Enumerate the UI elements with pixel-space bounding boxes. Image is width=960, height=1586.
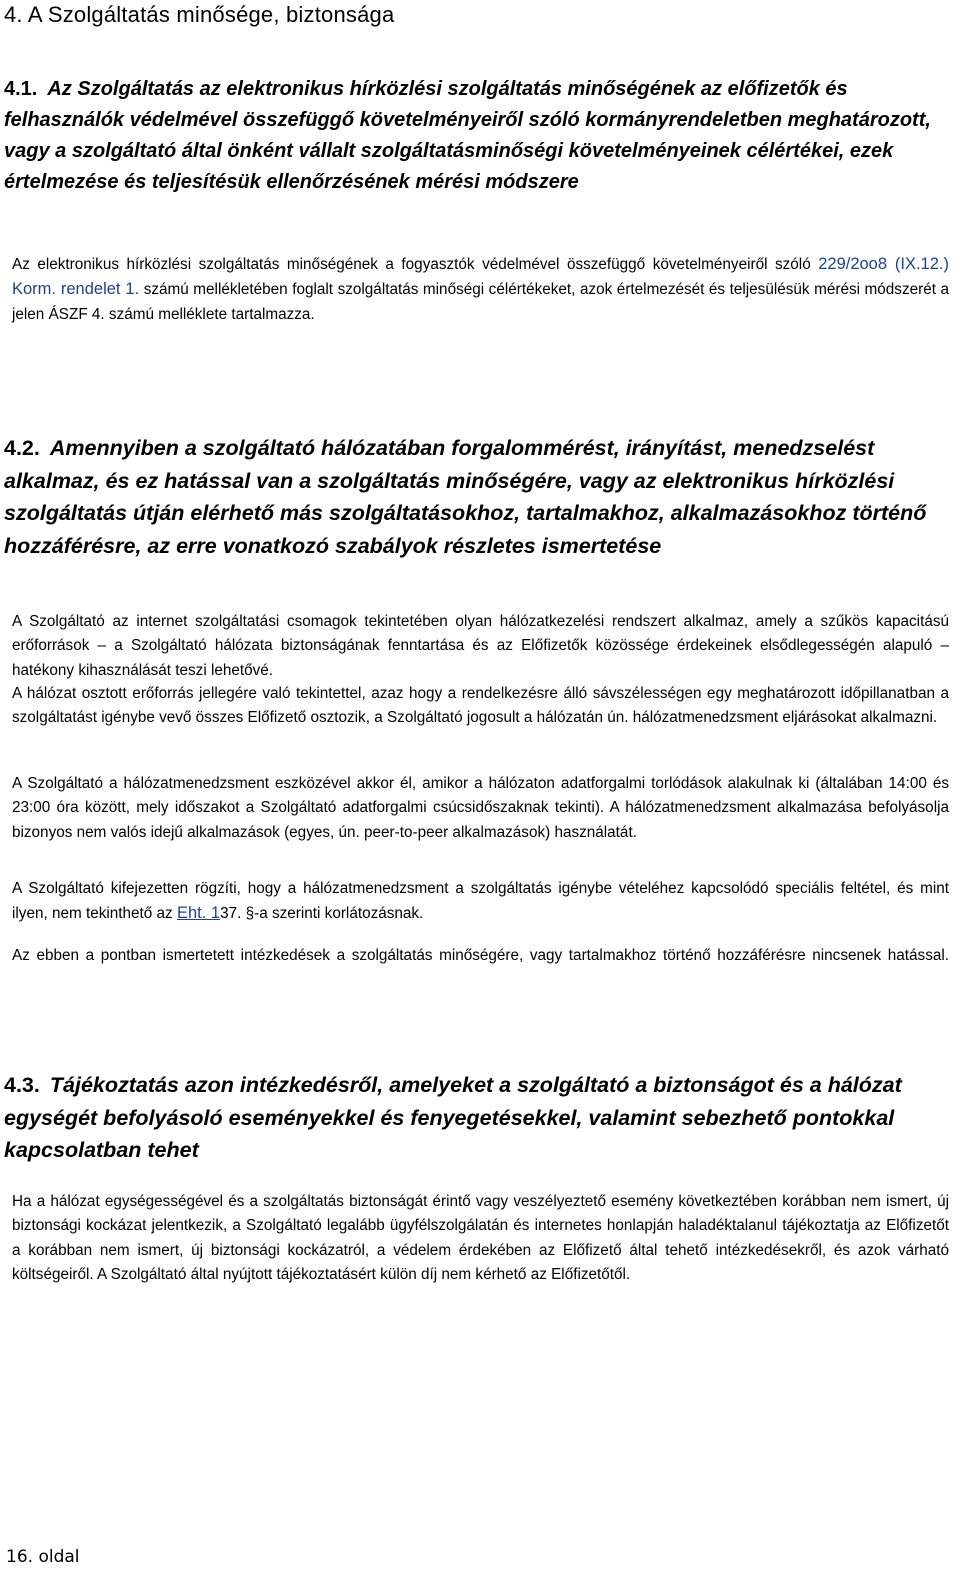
section-4-2-paragraph-3: A Szolgáltató a hálózatmenedzsment eszközével akkor él, amikor a hálózaton adatforgalmi torlódások alakulnak ki (általában 14:00 és 23:00 óra között, mely időszakot a Szolgáltató adatforgalmi csúcsidőszaknak tekinti). A hálózatmenedzsment alkalmazása befolyásolja bizonyos nem valós idejű alkalmazások (egyes, ún. peer-to-peer alkalmazások) használatát. — [12, 775, 949, 841]
section-4-3-heading — [4, 1069, 959, 1167]
section-4-3-paragraph: Ha a hálózat egységességével és a szolgáltatás biztonságát érintő vagy veszélyeztető esemény következtében korábban nem ismert, új biztonsági kockázat jelentkezik, a Szolgáltató legalább ügyfélszolgálatán és internetes honlapján haladéktalanul tájékoztatja az Előfizetőt a korábban nem ismert, új biztonsági kockázatról, a védelem érdekében az Előfizető által tehető intézkedésekről, és azok várható költségeiről. A Szolgáltató által nyújtott tájékoztatásért külön díj nem kérhető az Előfizetőtől. — [12, 1193, 949, 1283]
section-number: 4.1. — [4, 78, 38, 100]
section-title: Tájékoztatás azon intézkedésről, amelyeket a szolgáltató a biztonságot és a hálózat egységét befolyásoló eseményekkel és fenyegetésekkel, valamint sebezhető pontokkal kapcsolatban tehet — [4, 1073, 902, 1162]
page-heading: 4. A Szolgáltatás minősége, biztonsága — [4, 2, 395, 27]
paragraph-text: A Szolgáltató kifejezetten rögzíti, hogy a hálózatmenedzsment a szolgáltatás igénybe vételéhez kapcsolódó speciális feltétel, és mint ilyen, nem tekinthető az — [12, 880, 949, 923]
regulation-link[interactable]: 229/2oo8 (IX.12.) Korm. rendelet 1. — [12, 255, 949, 299]
section-4-2-paragraph-1: A Szolgáltató az internet szolgáltatási csomagok tekintetében olyan hálózatkezelési rendszert alkalmaz, amely a szűkös kapacitású erőforrások – a Szolgáltató hálózata biztonságának fenntartása és az Előfizetők közössége érdekeinek elsődlegességén alapuló – hatékony kihasználását teszi lehetővé. — [12, 613, 949, 679]
paragraph-text: 37. §-a szerinti korlátozásnak. — [220, 905, 424, 923]
section-4-1-paragraph — [12, 252, 949, 327]
section-4-2-paragraph-4 — [12, 877, 949, 927]
section-4-2-paragraph-5: Az ebben a pontban ismertetett intézkedések a szolgáltatás minőségére, vagy tartalmakhoz történő hozzáférésre nincsenek hatással. — [12, 947, 949, 964]
law-link[interactable]: Eht. 1 — [176, 904, 221, 923]
paragraph-text: Az elektronikus hírközlési szolgáltatás minőségének a fogyasztók védelmével összefüggő követelményeiről szóló — [12, 256, 819, 273]
paragraph-text: számú mellékletében foglalt szolgáltatás minőségi célértékeket, azok értelmezését és teljesülésük mérési módszerét a jelen ÁSZF 4. számú melléklete tartalmazza. — [12, 281, 950, 323]
section-4-1-heading — [4, 74, 959, 198]
section-number: 4.3. — [4, 1073, 40, 1097]
section-title: Az Szolgáltatás az elektronikus hírközlési szolgáltatás minőségének az előfizetők és felhasználók védelmével összefüggő követelményeiről szóló kormányrendeletben meghatározott, vagy a szolgáltató által önként vállalt szolgáltatásminőségi követelményeinek célértékei, ezek értelmezése és teljesítésük ellenőrzésének mérési módszere — [4, 78, 931, 193]
section-4-2-heading — [4, 432, 959, 562]
section-number: 4.2. — [4, 436, 40, 460]
section-4-2-paragraph-2: A hálózat osztott erőforrás jellegére való tekintettel, azaz hogy a rendelkezésre álló sávszélességen egy meghatározott időpillanatban a szolgáltatást igénybe vevő összes Előfizető osztozik, a Szolgáltató jogosult a hálózatán ún. hálózatmenedzsment eljárásokat alkalmazni. — [12, 685, 949, 727]
page-number-footer: 16. oldal — [6, 1547, 80, 1567]
section-title: Amennyiben a szolgáltató hálózatában forgalommérést, irányítást, menedzselést alkalmaz, és ez hatással van a szolgáltatás minőségére, vagy az elektronikus hírközlési szolgáltatás útján elérhető más szolgáltatásokhoz, tartalmakhoz, alkalmazásokhoz történő hozzáférésre, az erre vonatkozó szabályok részletes ismertetése — [4, 436, 927, 558]
